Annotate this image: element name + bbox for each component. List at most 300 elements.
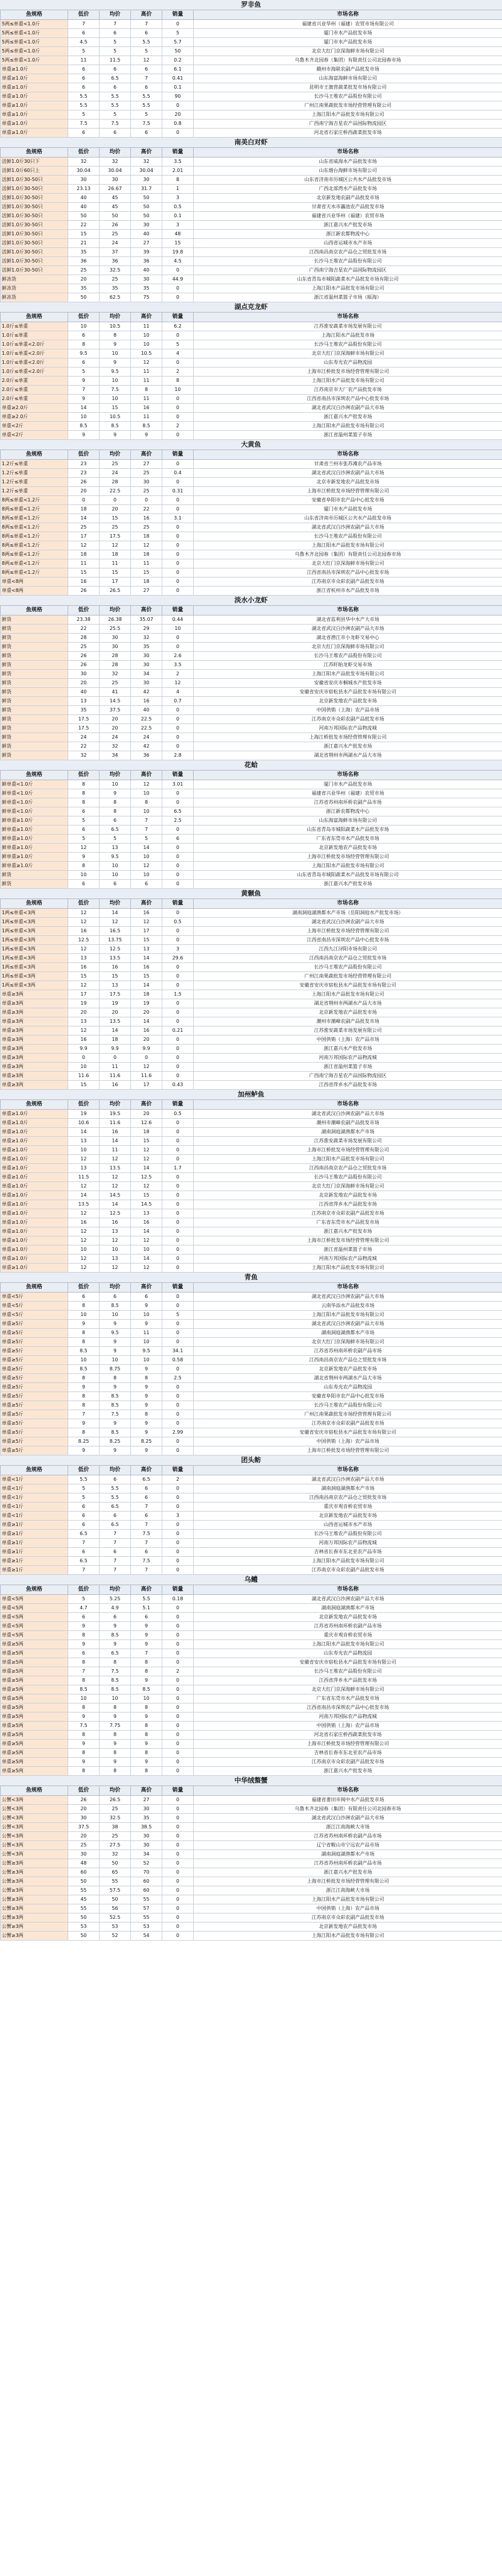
table-row <box>1 422 502 431</box>
price-cell: 53 <box>100 1922 131 1932</box>
market-cell: 安徽省阜阳市农产品中心批发市场 <box>194 1392 502 1401</box>
spec-cell: 单重≥1.0斤 <box>1 1146 68 1155</box>
column-header: 市场名称 <box>194 899 502 909</box>
price-cell: 4.5 <box>68 38 100 47</box>
price-cell: 26 <box>100 221 131 230</box>
table-row <box>1 559 502 568</box>
price-cell: 50 <box>68 1913 100 1922</box>
market-cell: 江苏南京市大厂农产品批发市场 <box>194 386 502 395</box>
price-cell: 0.4 <box>162 469 194 478</box>
price-cell: 22 <box>68 625 100 634</box>
spec-cell: 单重≥5两 <box>1 1667 68 1676</box>
price-cell: 15 <box>100 568 131 577</box>
price-cell: 12 <box>100 1173 131 1182</box>
spec-cell: 公蟹<3两 <box>1 1823 68 1832</box>
market-cell: 山东寿光农产品物流园 <box>194 1649 502 1658</box>
price-cell: 8.5 <box>68 1685 100 1694</box>
column-header: 市场名称 <box>194 1585 502 1595</box>
price-cell: 8.25 <box>68 1437 100 1446</box>
market-cell: 安徽省安庆市宿松县水产品批发市场有限公司 <box>194 1428 502 1437</box>
price-cell: 34.1 <box>162 1347 194 1356</box>
price-cell: 26 <box>68 652 100 661</box>
market-cell: 浙江嘉兴水产批发市场 <box>194 880 502 889</box>
price-cell: 5.1 <box>131 1604 162 1613</box>
price-cell: 16 <box>131 1026 162 1035</box>
market-cell: 长沙马王堆农产品股份有限公司 <box>194 963 502 972</box>
price-cell: 45 <box>68 1895 100 1904</box>
column-header: 鱼规格 <box>1 10 68 20</box>
table-header-row <box>1 10 502 20</box>
price-cell: 62.5 <box>100 293 131 302</box>
table-row <box>1 257 502 266</box>
price-cell: 11 <box>131 1329 162 1338</box>
price-cell: 8.75 <box>100 1365 131 1374</box>
price-cell: 0 <box>162 1227 194 1236</box>
market-cell: 上海市江桥批发市场经营管理有限公司 <box>194 1146 502 1155</box>
price-cell: 7 <box>131 1521 162 1530</box>
spec-cell: 单重≥1.0斤 <box>1 1182 68 1191</box>
price-cell: 0 <box>162 1401 194 1410</box>
price-cell: 9 <box>131 1383 162 1392</box>
price-cell: 9 <box>131 1320 162 1329</box>
spec-cell: 单重<1斤 <box>1 1484 68 1493</box>
price-cell: 10 <box>68 1694 100 1703</box>
price-cell: 8 <box>100 1767 131 1776</box>
price-cell: 5 <box>131 110 162 119</box>
market-cell: 江苏省苏州南环桥农副产品市场 <box>194 1859 502 1868</box>
price-cell: 13 <box>68 1017 100 1026</box>
price-cell: 0 <box>162 880 194 889</box>
market-cell: 湖南洞庭湖渔都水产市场 <box>194 1850 502 1859</box>
column-header: 市场名称 <box>194 1466 502 1475</box>
price-cell: 0 <box>162 1137 194 1146</box>
price-cell: 6 <box>131 29 162 38</box>
market-cell: 上海江阳水产品批发市场有限公司 <box>194 670 502 679</box>
market-cell: 山东省济南市历城区公共水产品批发市场 <box>194 176 502 185</box>
price-cell: 8.5 <box>100 422 131 431</box>
price-cell: 10 <box>131 331 162 340</box>
table-row <box>1 945 502 954</box>
price-cell: 50 <box>100 1859 131 1868</box>
price-cell: 11.6 <box>100 1119 131 1128</box>
spec-cell: 公蟹<3两 <box>1 1832 68 1841</box>
price-cell: 13 <box>131 945 162 954</box>
table-row <box>1 1521 502 1530</box>
price-cell: 0.21 <box>162 1026 194 1035</box>
price-cell: 0 <box>162 1338 194 1347</box>
spec-cell: 单重≥5两 <box>1 1731 68 1740</box>
price-cell: 30 <box>131 221 162 230</box>
price-cell: 8 <box>131 1703 162 1713</box>
price-cell: 6 <box>131 83 162 92</box>
spec-cell: 鲜货 <box>1 724 68 733</box>
price-cell: 20 <box>100 505 131 514</box>
column-header: 均价 <box>100 1283 131 1293</box>
table-row <box>1 909 502 918</box>
price-cell: 10 <box>100 377 131 386</box>
spec-cell: 公蟹<3两 <box>1 1805 68 1814</box>
price-cell: 0 <box>162 1685 194 1694</box>
price-cell: 10 <box>131 871 162 880</box>
price-cell: 14.5 <box>100 1191 131 1200</box>
price-cell: 12 <box>100 1236 131 1245</box>
price-cell: 12 <box>131 780 162 789</box>
price-cell: 30 <box>68 176 100 185</box>
table-row <box>1 56 502 65</box>
market-cell: 上海市江桥批发市场经营管理有限公司 <box>194 1236 502 1245</box>
market-cell: 江苏省苏州南环桥农副产品市场 <box>194 798 502 807</box>
price-cell: 6 <box>100 1512 131 1521</box>
price-cell: 1.5 <box>162 990 194 999</box>
spec-cell: 8两≤单重<1.2斤 <box>1 541 68 550</box>
section-title: 乌鳢 <box>0 1575 502 1585</box>
price-cell: 9 <box>68 1419 100 1428</box>
price-cell: 1 <box>162 185 194 194</box>
market-cell: 长沙马王堆农产品股份有限公司 <box>194 257 502 266</box>
spec-cell: 活鲜1.0斤30-50只 <box>1 257 68 266</box>
price-cell: 2 <box>162 670 194 679</box>
market-cell: 湖南洞庭湖渔都水产市场 <box>194 1128 502 1137</box>
price-cell: 0 <box>162 1530 194 1539</box>
market-cell: 广西北部湾水产品批发市场 <box>194 185 502 194</box>
table-row <box>1 1676 502 1685</box>
market-cell: 湖北省监利县华中水产大市场 <box>194 615 502 625</box>
market-cell: 江苏南京市众彩农副产品批发市场 <box>194 1209 502 1218</box>
price-cell: 0 <box>162 1859 194 1868</box>
price-cell: 11.6 <box>131 1072 162 1081</box>
column-header: 高价 <box>131 148 162 157</box>
market-cell: 浙江江南海峡大市场 <box>194 1823 502 1832</box>
section-title: 罗非鱼 <box>0 0 502 10</box>
table-row <box>1 1539 502 1548</box>
table-row <box>1 927 502 936</box>
price-cell: 0 <box>162 293 194 302</box>
column-header: 低价 <box>68 1466 100 1475</box>
price-cell: 0 <box>162 798 194 807</box>
market-cell: 北京大红门京深海鲜市场有限公司 <box>194 1182 502 1191</box>
table-row <box>1 1832 502 1841</box>
table-row <box>1 532 502 541</box>
table-row <box>1 1119 502 1128</box>
price-cell: 28 <box>68 634 100 643</box>
price-cell: 7 <box>131 825 162 835</box>
price-cell: 6 <box>68 1548 100 1557</box>
price-table <box>0 770 502 889</box>
price-cell: 50 <box>131 212 162 221</box>
column-header: 鱼规格 <box>1 1585 68 1595</box>
market-cell: 辽宁省鞍山市宁远农产品市场 <box>194 1841 502 1850</box>
price-table <box>0 10 502 138</box>
market-cell: 山东省威海水产品批发市场 <box>194 157 502 167</box>
spec-cell: 鲜货 <box>1 652 68 661</box>
price-cell: 5 <box>162 29 194 38</box>
price-cell: 35 <box>131 284 162 293</box>
price-cell: 8 <box>100 331 131 340</box>
price-cell: 8 <box>68 1767 100 1776</box>
table-row <box>1 92 502 101</box>
price-cell: 25 <box>68 1841 100 1850</box>
spec-cell: 单重<5两 <box>1 1604 68 1613</box>
price-cell: 0 <box>162 496 194 505</box>
price-cell: 16 <box>131 514 162 523</box>
spec-cell: 鲜冻货 <box>1 275 68 284</box>
column-header: 高价 <box>131 450 162 460</box>
price-cell: 0 <box>100 496 131 505</box>
price-cell: 5.5 <box>131 1595 162 1604</box>
spec-cell: 公蟹<3两 <box>1 1796 68 1805</box>
market-cell: 云南华添水产品批发市场 <box>194 1302 502 1311</box>
table-row <box>1 74 502 83</box>
price-cell: 10 <box>68 1146 100 1155</box>
market-cell: 长沙马王堆农产品股份有限公司 <box>194 92 502 101</box>
table-row <box>1 625 502 634</box>
spec-cell: 公蟹≥3两 <box>1 1932 68 1941</box>
price-cell: 7 <box>68 1410 100 1419</box>
price-cell: 10 <box>131 1356 162 1365</box>
table-row <box>1 1475 502 1484</box>
spec-cell: 鲜货 <box>1 625 68 634</box>
table-row <box>1 1356 502 1365</box>
market-cell: 昆明市王旗营蔬菜批发市场有限公司 <box>194 83 502 92</box>
spec-cell: 单重≥5斤 <box>1 1392 68 1401</box>
price-cell: 30 <box>131 679 162 688</box>
market-cell: 江西南昌南京农产品仓之贸批发市场 <box>194 1164 502 1173</box>
table-row <box>1 972 502 981</box>
price-cell: 9 <box>100 1740 131 1749</box>
price-cell: 7.5 <box>100 1410 131 1419</box>
price-cell: 18 <box>68 550 100 559</box>
column-header: 销量 <box>162 148 194 157</box>
price-cell: 0 <box>162 1631 194 1640</box>
price-cell: 10.5 <box>100 322 131 331</box>
price-cell: 23 <box>68 469 100 478</box>
price-cell: 0 <box>162 1045 194 1054</box>
price-cell: 6 <box>131 129 162 138</box>
price-cell: 0 <box>162 1054 194 1063</box>
column-header: 高价 <box>131 1786 162 1796</box>
price-cell: 0.31 <box>162 487 194 496</box>
market-cell: 长沙马王堆农产品股份有限公司 <box>194 340 502 349</box>
table-row <box>1 936 502 945</box>
price-cell: 25 <box>131 469 162 478</box>
price-cell: 0.5 <box>162 918 194 927</box>
column-header: 均价 <box>100 1786 131 1796</box>
spec-cell: 鲜单重≥1.0斤 <box>1 816 68 825</box>
price-cell: 22.5 <box>100 487 131 496</box>
market-cell: 江苏淮安蔬菜市场发展有限公司 <box>194 322 502 331</box>
price-cell: 20 <box>68 1832 100 1841</box>
table-row <box>1 844 502 853</box>
market-cell: 广东省东莞市水产品批发市场 <box>194 1694 502 1703</box>
table-row <box>1 652 502 661</box>
price-cell: 10 <box>131 1338 162 1347</box>
price-cell: 7 <box>68 1539 100 1548</box>
market-cell: 安徽省安庆市宿松县水产品批发市场有限公司 <box>194 981 502 990</box>
spec-cell: 8两≤单重<1.2斤 <box>1 532 68 541</box>
section-title: 团头鲂 <box>0 1455 502 1465</box>
price-cell: 32 <box>68 157 100 167</box>
price-cell: 0 <box>162 1814 194 1823</box>
price-cell: 20 <box>68 1008 100 1017</box>
market-cell: 厦门市水产品批发市场 <box>194 38 502 47</box>
price-cell: 50 <box>68 1932 100 1941</box>
market-cell: 浙江嘉兴水产批发市场 <box>194 1767 502 1776</box>
price-cell: 0 <box>162 1155 194 1164</box>
section-title: 中华绒螯蟹 <box>0 1776 502 1786</box>
price-cell: 24 <box>100 239 131 248</box>
column-header: 高价 <box>131 1283 162 1293</box>
price-cell: 0 <box>162 1557 194 1566</box>
table-row <box>1 29 502 38</box>
column-header: 高价 <box>131 1585 162 1595</box>
market-cell: 上海市江桥批发市场经营管理有限公司 <box>194 367 502 377</box>
price-cell: 50 <box>162 47 194 56</box>
column-header: 均价 <box>100 148 131 157</box>
spec-cell: 单重<5斤 <box>1 1302 68 1311</box>
price-cell: 12.5 <box>68 936 100 945</box>
price-cell: 18 <box>100 550 131 559</box>
price-cell: 17.5 <box>68 715 100 724</box>
table-row <box>1 1428 502 1437</box>
spec-cell: 8两≤单重<1.2斤 <box>1 523 68 532</box>
price-cell: 6.5 <box>68 1557 100 1566</box>
spec-cell: 单重≥5两 <box>1 1703 68 1713</box>
price-cell: 9 <box>131 1401 162 1410</box>
spec-cell: 单重≥1斤 <box>1 1557 68 1566</box>
price-cell: 6 <box>131 65 162 74</box>
market-cell: 浙江省温州菜篮子市场 <box>194 1063 502 1072</box>
price-cell: 14 <box>131 1227 162 1236</box>
table-row <box>1 1374 502 1383</box>
price-cell: 5.5 <box>131 38 162 47</box>
spec-cell: 单重≥3两 <box>1 1026 68 1035</box>
market-cell: 长沙马王堆农产品股份有限公司 <box>194 1667 502 1676</box>
price-cell: 38 <box>100 1823 131 1832</box>
spec-cell: 单重≥1.0斤 <box>1 101 68 110</box>
price-cell: 9.9 <box>100 1045 131 1054</box>
column-header: 高价 <box>131 606 162 615</box>
price-cell: 0 <box>162 129 194 138</box>
price-cell: 32 <box>68 751 100 760</box>
column-header: 高价 <box>131 771 162 780</box>
spec-cell: 单重≥5两 <box>1 1713 68 1722</box>
price-cell: 22 <box>68 742 100 751</box>
market-cell: 湖北省武汉白沙洲农副产品大市场 <box>194 1475 502 1484</box>
table-row <box>1 1182 502 1191</box>
price-cell: 5 <box>68 1493 100 1503</box>
price-cell: 9 <box>100 1713 131 1722</box>
table-row <box>1 733 502 742</box>
spec-cell: 5两≤单重<1.0斤 <box>1 56 68 65</box>
price-cell: 5.5 <box>100 1493 131 1503</box>
price-cell: 8 <box>131 1410 162 1419</box>
price-cell: 30 <box>100 643 131 652</box>
price-cell: 8 <box>68 1392 100 1401</box>
table-row <box>1 1658 502 1667</box>
price-cell: 17.5 <box>68 724 100 733</box>
price-cell: 0 <box>162 1749 194 1758</box>
spec-cell: 单重≥5斤 <box>1 1437 68 1446</box>
table-row <box>1 550 502 559</box>
price-cell: 9 <box>131 1676 162 1685</box>
price-cell: 0 <box>162 1521 194 1530</box>
price-cell: 9 <box>100 1338 131 1347</box>
table-row <box>1 293 502 302</box>
price-cell: 6 <box>131 1548 162 1557</box>
price-cell: 16 <box>100 1128 131 1137</box>
price-cell: 6.5 <box>100 825 131 835</box>
price-cell: 10 <box>68 322 100 331</box>
price-cell: 20 <box>68 275 100 284</box>
price-cell: 17 <box>100 577 131 587</box>
price-cell: 0 <box>162 853 194 862</box>
table-row <box>1 1110 502 1119</box>
market-cell: 山西省运城市水产市场 <box>194 1521 502 1530</box>
market-cell: 潮州市潮峰农副产品批发市场 <box>194 1119 502 1128</box>
price-cell: 0 <box>162 634 194 643</box>
market-cell: 上海江阳水产品批发市场有限公司 <box>194 284 502 293</box>
price-cell: 65 <box>100 1868 131 1877</box>
price-cell: 0.8 <box>162 119 194 129</box>
price-cell: 19 <box>100 999 131 1008</box>
price-cell: 0 <box>162 587 194 596</box>
column-header: 低价 <box>68 606 100 615</box>
fish-section <box>0 1273 502 1455</box>
spec-cell: 单重≥5两 <box>1 1676 68 1685</box>
price-table <box>0 312 502 440</box>
table-row <box>1 194 502 203</box>
price-cell: 40 <box>131 230 162 239</box>
column-header: 鱼规格 <box>1 148 68 157</box>
table-header-row <box>1 606 502 615</box>
price-cell: 8 <box>100 1703 131 1713</box>
price-cell: 0 <box>162 1236 194 1245</box>
table-row <box>1 825 502 835</box>
price-cell: 41 <box>100 688 131 697</box>
spec-cell: 活鲜1.0斤30-50只 <box>1 203 68 212</box>
spec-cell: 1.2斤≤单重 <box>1 487 68 496</box>
table-row <box>1 1868 502 1877</box>
price-cell: 30 <box>131 1805 162 1814</box>
market-cell: 山东省青岛市城阳蔬菜水产品批发市场有限公司 <box>194 871 502 880</box>
column-header: 鱼规格 <box>1 1466 68 1475</box>
table-header-row <box>1 1585 502 1595</box>
price-cell: 6.5 <box>162 807 194 816</box>
price-cell: 0 <box>162 643 194 652</box>
table-row <box>1 1749 502 1758</box>
price-cell: 12 <box>131 358 162 367</box>
price-cell: 8 <box>131 1658 162 1667</box>
table-row <box>1 1493 502 1503</box>
price-cell: 9 <box>68 1758 100 1767</box>
price-cell: 6 <box>68 825 100 835</box>
market-cell: 安徽省阜阳市农产品中心批发市场 <box>194 496 502 505</box>
market-cell: 江西省南昌市深圳农产品中心批发市场 <box>194 1703 502 1713</box>
price-cell: 3.5 <box>162 661 194 670</box>
spec-cell: 单重≥5两 <box>1 1640 68 1649</box>
price-cell: 0 <box>162 1604 194 1613</box>
table-row <box>1 1218 502 1227</box>
table-row <box>1 1329 502 1338</box>
market-cell: 吉林省长春市东北亚农产品市场 <box>194 1548 502 1557</box>
table-row <box>1 1437 502 1446</box>
price-cell: 8 <box>68 1428 100 1437</box>
price-cell: 9 <box>131 1446 162 1455</box>
market-cell: 湖南洞庭湖渔都水产市场（岳阳洞庭水产批发市场） <box>194 909 502 918</box>
price-cell: 5 <box>131 47 162 56</box>
price-cell: 9 <box>68 853 100 862</box>
price-cell: 4.7 <box>68 1604 100 1613</box>
